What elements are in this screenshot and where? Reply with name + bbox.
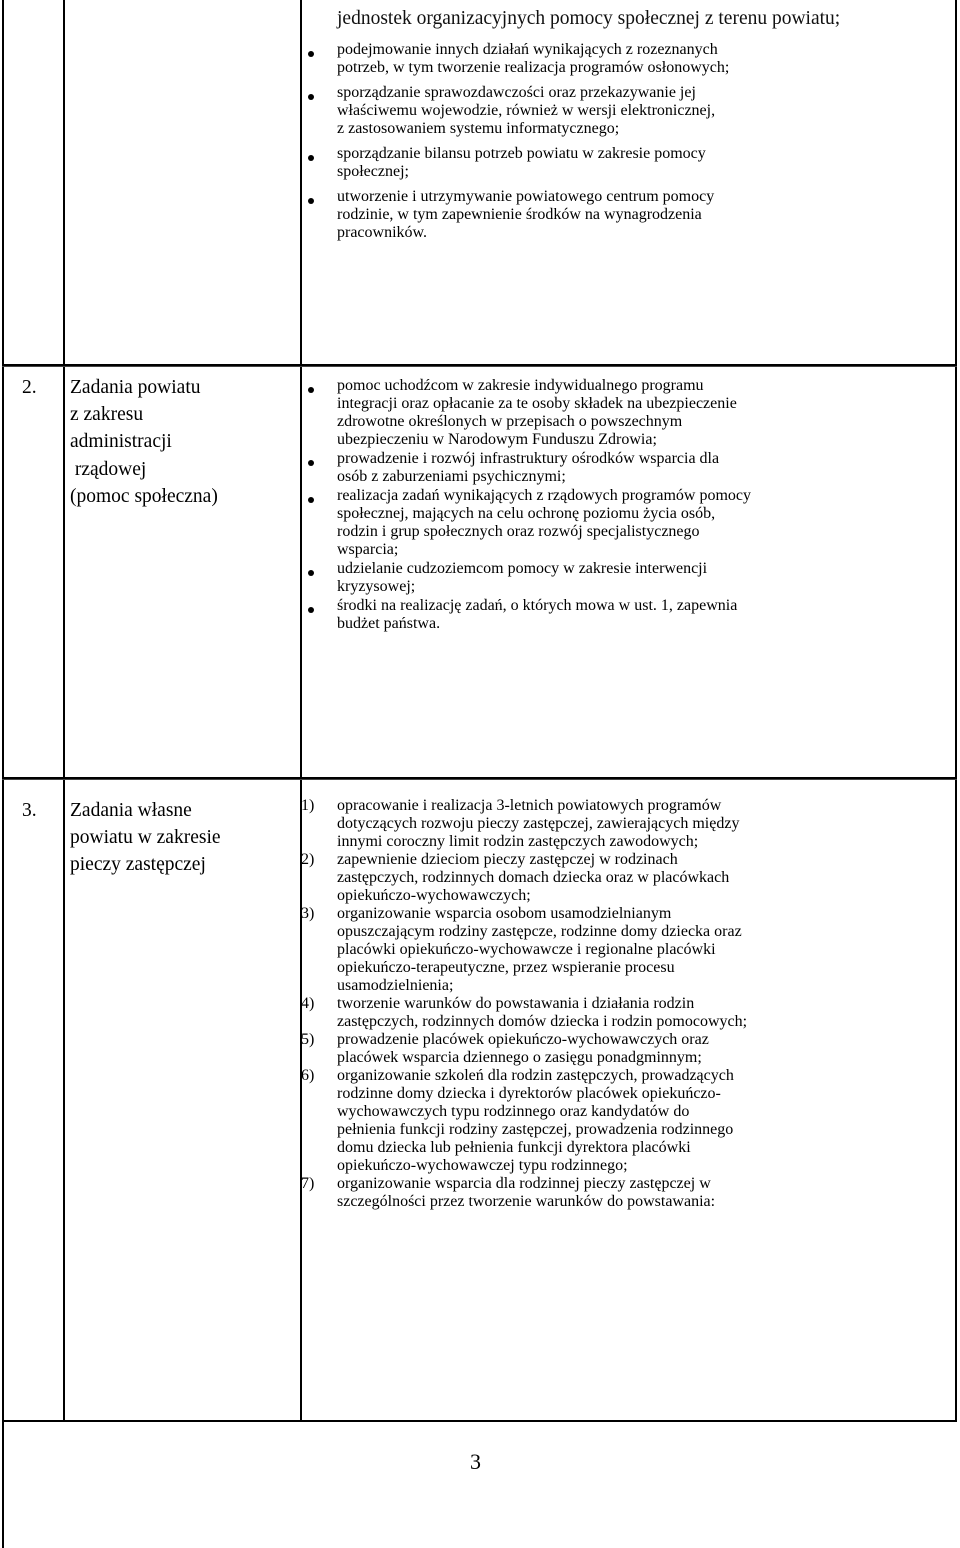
- table-column-divider-number: [63, 0, 65, 1422]
- page-number: 3: [470, 1449, 481, 1474]
- list-item: sporządzanie sprawozdawczości oraz przekazywanie jej właściwemu wojewodzie, również w wersji elektronicznej, z zastosowaniem systemu informatycznego;: [337, 84, 949, 138]
- list-item: 1) opracowanie i realizacja 3-letnich powiatowych programów dotyczących rozwoju pieczy zastępczej, zawierających między innymi coroczny limit rodzin zastępczych zawodowych;: [301, 797, 740, 850]
- table-border-bottom: [2, 1420, 957, 1422]
- row-divider-2: [2, 366, 957, 367]
- row-divider-4: [2, 779, 957, 780]
- list-item: sporządzanie bilansu potrzeb powiatu w zakresie pomocy społecznej;: [337, 145, 949, 181]
- list-item: pomoc uchodźcom w zakresie indywidualnego programu integracji oraz opłacanie za te osoby składek na ubezpieczenie zdrowotne określonych w przepisach o powszechnym ubezpieczeniu w Narodowym Funduszu Zdrowia;: [337, 377, 951, 449]
- row-1-bullet-list: [337, 41, 949, 242]
- row-2-number: 2.: [22, 377, 37, 398]
- list-item: prowadzenie i rozwój infrastruktury ośrodków wsparcia dla osób z zaburzeniami psychicznymi;: [337, 450, 951, 486]
- row-2-bullet-list: [337, 377, 951, 633]
- list-item: środki na realizację zadań, o których mowa w ust. 1, zapewnia budżet państwa.: [337, 597, 951, 633]
- table-border-left: [2, 0, 4, 1548]
- row-3-label: Zadania własne powiatu w zakresie pieczy zastępczej: [70, 800, 221, 876]
- list-item: udzielanie cudzoziemcom pomocy w zakresie interwencji kryzysowej;: [337, 560, 951, 596]
- list-item: podejmowanie innych działań wynikających z rozeznanych potrzeb, w tym tworzenie realizacja programów osłonowych;: [337, 41, 949, 77]
- row-3-number: 3.: [22, 800, 37, 821]
- list-item: utworzenie i utrzymywanie powiatowego centrum pomocy rodzinie, w tym zapewnienie środków na wynagrodzenia pracowników.: [337, 188, 949, 242]
- row-1-intro-line: jednostek organizacyjnych pomocy społecznej z terenu powiatu;: [337, 8, 841, 29]
- list-item: 4) tworzenie warunków do powstawania i działania rodzin zastępczych, rodzinnych domów dziecka i rodzin pomocowych;: [301, 995, 748, 1030]
- list-item: 6) organizowanie szkoleń dla rodzin zastępczych, prowadzących rodzinne domy dziecka i dyrektorów placówek opiekuńczo- wychowawczych typu rodzinnego oraz kandydatów do pełnienia funkcji rodziny zastępczej, prowadzenia rodzinnego domu dziecka lub pełnienia funkcji dyrektora placówki opiekuńczo-wychowawczej typu rodzinnego;: [301, 1067, 734, 1174]
- table-column-divider-label: [300, 0, 302, 1422]
- list-item: 5) prowadzenie placówek opiekuńczo-wychowawczych oraz placówek wsparcia dziennego o zasięgu ponadgminnym;: [301, 1031, 709, 1066]
- table-border-right: [955, 0, 957, 1422]
- list-item: 7) organizowanie wsparcia dla rodzinnej pieczy zastępczej w szczególności przez tworzenie warunków do powstawania:: [301, 1175, 716, 1210]
- list-item: 3) organizowanie wsparcia osobom usamodzielnianym opuszczającym rodziny zastępcze, rodzinne domy dziecka oraz placówki opiekuńczo-wychowawcze i regionalne placówki opiekuńczo-terapeutyczne, przez wspieranie procesu usamodzielnienia;: [301, 905, 742, 994]
- row-3-numbered-list: [301, 797, 951, 1211]
- list-item: realizacja zadań wynikających z rządowych programów pomocy społecznej, mających na celu ochronę poziomu życia osób, rodzin i grup społecznych oraz rozwój specjalistycznego wsparcia;: [337, 487, 951, 559]
- row-2-label: Zadania powiatu z zakresu administracji rządowej (pomoc społeczna): [70, 377, 218, 507]
- list-item: 2) zapewnienie dzieciom pieczy zastępczej w rodzinach zastępczych, rodzinnych domach dziecka oraz w placówkach opiekuńczo-wychowawczych;: [301, 851, 730, 904]
